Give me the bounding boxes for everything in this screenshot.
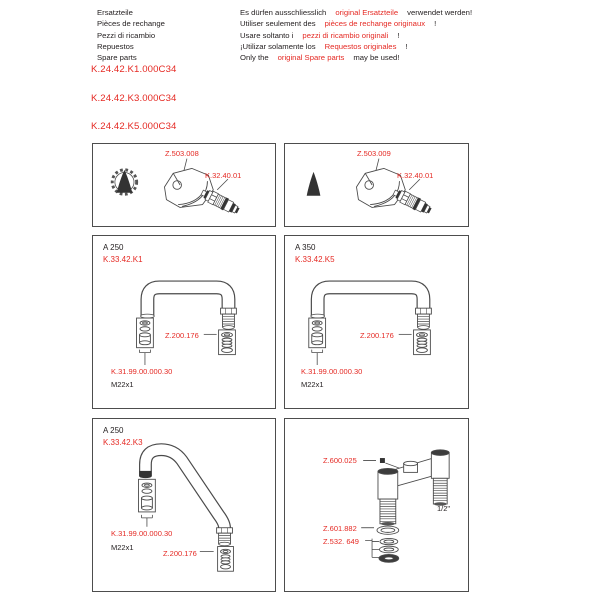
- notice-highlight: pezzi di ricambio originali: [302, 30, 389, 40]
- model-label: A 250: [103, 426, 124, 435]
- notice-line: [240, 7, 472, 18]
- notice-highlight: original Spare parts: [277, 53, 345, 63]
- notice-line: [240, 18, 472, 29]
- pipe-size-label: 1/2": [437, 504, 451, 513]
- seal-kit-left-drawing: [309, 318, 326, 348]
- part-number-o-ring: Z.601.882: [323, 524, 357, 533]
- notice-line: [240, 52, 472, 63]
- seal-kit-right-drawing: [218, 547, 234, 572]
- notice-text: Utiliser seulement des: [240, 19, 316, 29]
- original-parts-notice: [240, 7, 472, 64]
- seal-kit-left-drawing: [139, 479, 156, 512]
- aerator-icon: [112, 170, 136, 194]
- notice-text: Only the: [240, 53, 269, 63]
- product-code: K.24.42.K3.000C34: [91, 93, 177, 104]
- thread-size-label: M22x1: [301, 380, 324, 389]
- seal-kit-right-drawing: [219, 330, 236, 355]
- language-item: Pezzi di ricambio: [97, 30, 156, 40]
- cartridge-drawing: [391, 187, 433, 217]
- seal-kit-right-drawing: [414, 330, 431, 355]
- spout-code: K.33.42.K5: [295, 255, 335, 264]
- cartridge-drawing: [199, 187, 241, 217]
- panel-handle-cartridge-2: [284, 143, 469, 227]
- panel-spout-a250-k3: [92, 418, 276, 592]
- part-number-cartridge: K.32.40.01: [205, 171, 242, 180]
- part-number-cartridge: K.32.40.01: [397, 171, 434, 180]
- part-number-handle: Z.503.009: [357, 149, 391, 158]
- leader-line: [184, 159, 187, 171]
- leader-line: [409, 179, 420, 190]
- leader-line: [140, 350, 151, 365]
- panel-spout-a250-k1: [92, 235, 276, 409]
- part-number-connector: K.31.99.00.000.30: [301, 367, 363, 376]
- notice-text: verwendet werden!: [407, 8, 473, 17]
- part-number-seal-kit: Z.200.176: [360, 331, 394, 340]
- part-number-seal-kit: Z.200.176: [165, 331, 199, 340]
- notice-line: [240, 30, 472, 41]
- u-spout-drawing: [311, 287, 431, 329]
- u-spout-drawing: [141, 287, 237, 329]
- language-item: Ersatzteile: [97, 8, 133, 17]
- notice-highlight: Requestos originales: [324, 42, 397, 52]
- spout-code: K.33.42.K3: [103, 438, 143, 447]
- notice-text: !: [434, 19, 437, 29]
- screw-icon: [380, 458, 385, 463]
- leader-line: [312, 350, 323, 365]
- bridge-body-drawing: [378, 450, 449, 526]
- notice-text: Usare soltanto i: [240, 30, 294, 40]
- language-item: Pièces de rechange: [97, 19, 165, 29]
- o-ring-drawing: [377, 526, 399, 534]
- part-number-connector: K.31.99.00.000.30: [111, 367, 173, 376]
- language-item: Spare parts: [97, 53, 137, 63]
- seal-kit-left-drawing: [137, 318, 154, 348]
- leader-line: [365, 539, 379, 558]
- notice-highlight: pièces de rechange originaux: [324, 19, 426, 29]
- model-label: A 350: [295, 243, 316, 252]
- language-list: [97, 7, 165, 64]
- spout-code: K.33.42.K1: [103, 255, 143, 264]
- product-code: K.24.42.K1.000C34: [91, 64, 177, 75]
- leader-line: [217, 179, 228, 190]
- panel-bridge-body: [284, 418, 469, 592]
- leader-line: [141, 515, 152, 527]
- thread-size-label: M22x1: [111, 543, 134, 552]
- thread-size-label: M22x1: [111, 380, 134, 389]
- notice-text: !: [405, 42, 408, 52]
- part-number-screw: Z.600.025: [323, 456, 357, 465]
- part-number-connector: K.31.99.00.000.30: [111, 529, 173, 538]
- language-item: Repuestos: [97, 42, 134, 52]
- notice-text: Es dürfen ausschliesslich: [240, 8, 327, 17]
- notice-line: [240, 41, 472, 52]
- part-number-seal-kit: Z.200.176: [163, 549, 197, 558]
- part-number-washer-set: Z.532. 649: [323, 537, 359, 546]
- cone-nozzle-icon: [307, 172, 321, 196]
- panel-handle-cartridge-1: [92, 143, 276, 227]
- notice-text: ¡Utilizar solamente los: [240, 42, 316, 52]
- notice-text: may be used!: [353, 53, 400, 63]
- product-code: K.24.42.K5.000C34: [91, 121, 177, 132]
- notice-text: !: [397, 30, 400, 40]
- leader-line: [376, 159, 379, 171]
- washer-stack-drawing: [379, 538, 399, 562]
- panel-spout-a350-k5: [284, 235, 469, 409]
- part-number-handle: Z.503.008: [165, 149, 199, 158]
- model-label: A 250: [103, 243, 124, 252]
- notice-highlight: original Ersatzteile: [335, 8, 399, 17]
